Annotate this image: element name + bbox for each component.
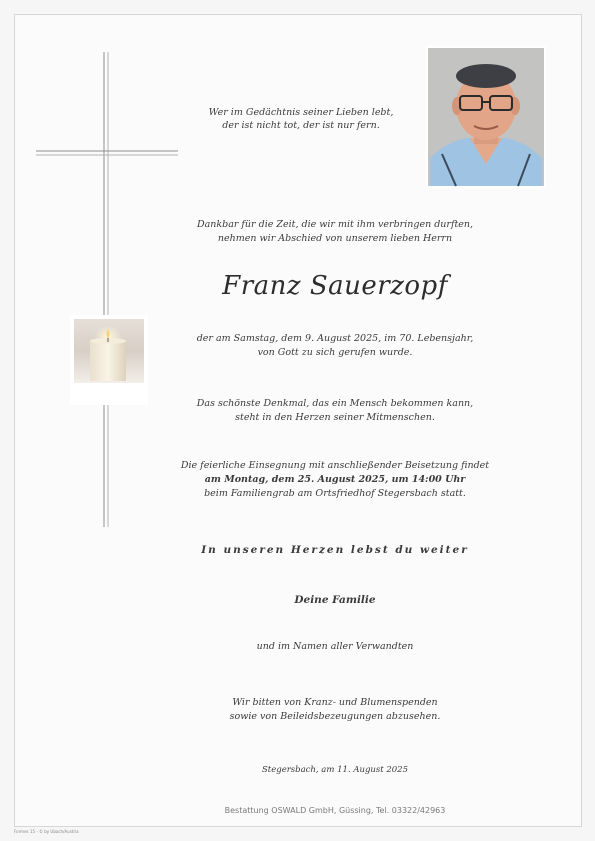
funeral-date-time: am Montag, dem 25. August 2025, um 14:00 Uhr [204, 474, 466, 485]
family-signature: Deine Familie [294, 594, 376, 606]
thanks-line-1: Dankbar für die Zeit, die wir mit ihm verbringen durften, [196, 219, 474, 230]
deceased-name: Franz Sauerzopf [222, 271, 448, 301]
monument-line-1: Das schönste Denkmal, das ein Mensch bekommen kann, [196, 398, 474, 409]
monument-quote [150, 397, 520, 425]
quote-line-1: Wer im Gedächtnis seiner Lieben lebt, [208, 107, 394, 118]
funeral-line-3: beim Familiengrab am Ortsfriedhof Stegersbach statt. [204, 488, 466, 499]
candle-image [70, 315, 148, 405]
funeral-line-1: Die feierliche Einsegnung mit anschließender Beisetzung findet [180, 460, 490, 471]
place-date: Stegersbach, am 11. August 2025 [261, 765, 408, 775]
quote-line-2: der ist nicht tot, der ist nur fern. [222, 120, 380, 131]
thanks-line-2: nehmen wir Abschied von unserem lieben Herrn [217, 233, 453, 244]
thanks-paragraph [150, 218, 520, 246]
hearts-line: In unseren Herzen lebst du weiter [201, 544, 469, 556]
monument-line-2: steht in den Herzen seiner Mitmenschen. [235, 412, 435, 423]
undertaker-footer: Bestattung OSWALD GmbH, Güssing, Tel. 03322/42963 [224, 806, 446, 815]
form-code: Formes 15 - © by Ubach/Austria [14, 829, 79, 834]
donation-request [150, 696, 520, 724]
opening-quote [176, 106, 426, 132]
death-notice-paragraph [150, 332, 520, 360]
relatives-line: und im Namen aller Verwandten [256, 641, 414, 652]
request-line-2: sowie von Beileidsbezeugungen abzusehen. [229, 711, 441, 722]
death-line-2: von Gott zu sich gerufen wurde. [257, 347, 413, 358]
funeral-paragraph [150, 459, 520, 501]
portrait-photo [426, 46, 546, 188]
death-line-1: der am Samstag, dem 9. August 2025, im 70. Lebensjahr, [196, 333, 474, 344]
request-line-1: Wir bitten von Kranz- und Blumenspenden [232, 697, 438, 708]
